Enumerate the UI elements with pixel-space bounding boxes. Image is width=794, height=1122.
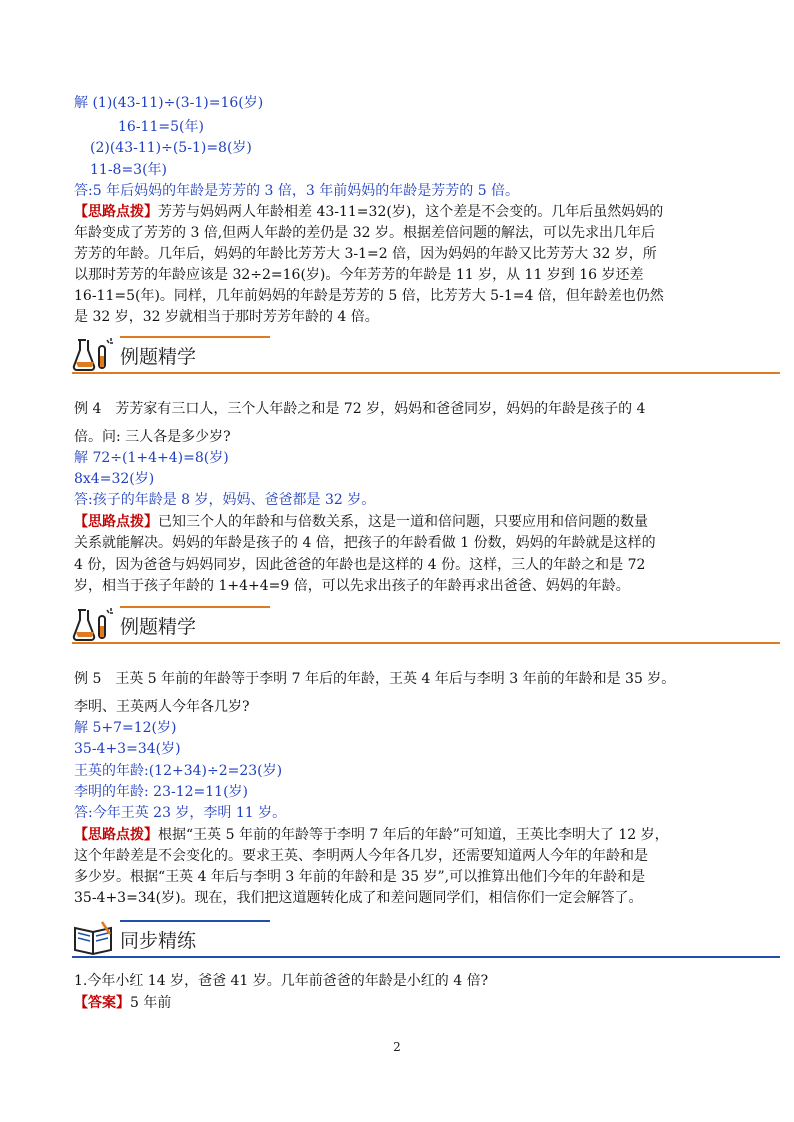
solution-line: 解 (1)(43-11)÷(3-1)=16(岁) xyxy=(74,95,264,111)
hint-paragraph-line: 4 份，因为爸爸与妈妈同岁，因此爸爸的年龄也是这样的 4 份。这样，三人的年龄之和是 72 xyxy=(74,557,646,573)
section-divider xyxy=(72,372,780,374)
hint-paragraph-line: 16-11=5(年)。同样，几年前妈妈的年龄是芳芳的 5 倍，比芳芳大 5-1=4 倍，但年龄差也仍然 xyxy=(74,288,664,304)
hint-tag: 【思路点拨】 xyxy=(74,827,158,843)
hint-paragraph-line: 以那时芳芳的年龄应该是 32÷2=16(岁)。今年芳芳的年龄是 11 岁，从 11 岁到 16 岁还差 xyxy=(74,267,644,283)
lab-flask-icon xyxy=(72,606,116,642)
solution-line: 王英的年龄:(12+34)÷2=23(岁) xyxy=(74,763,283,779)
solution-line: 解 5+7=12(岁) xyxy=(74,720,177,736)
section-title: 同步精练 xyxy=(120,930,197,952)
section-header xyxy=(72,918,780,958)
lab-flask-icon xyxy=(72,336,116,372)
section-divider xyxy=(72,956,780,958)
section-title: 例题精学 xyxy=(120,616,197,638)
section-header xyxy=(72,334,780,374)
answer-tag: 【答案】 xyxy=(74,995,130,1011)
solution-line: 11-8=3(年) xyxy=(90,162,168,178)
hint-paragraph-line: 【思路点拨】芳芳与妈妈两人年龄相差 43-11=32(岁)，这个差是不会变的。几年后虽然妈妈的 xyxy=(74,204,664,220)
solution-line: 35-4+3=34(岁) xyxy=(74,741,181,757)
answer-line: 答:5 年后妈妈的年龄是芳芳的 3 倍，3 年前妈妈的年龄是芳芳的 5 倍。 xyxy=(74,183,520,199)
hint-paragraph-line: 多少岁。根据“王英 4 年后与李明 3 年前的年龄和是 35 岁”,可以推算出他们今年的年龄和是 xyxy=(74,869,646,885)
section-title: 例题精学 xyxy=(120,346,197,368)
section-header xyxy=(72,604,780,644)
solution-line: 解 72÷(1+4+4)=8(岁) xyxy=(74,450,229,466)
hint-paragraph-line: 芳芳的年龄。几年后，妈妈的年龄比芳芳大 3-1=2 倍，因为妈妈的年龄又比芳芳大 32 岁，所 xyxy=(74,246,657,262)
question-line: 倍。问: 三人各是多少岁? xyxy=(74,429,231,445)
question-line: 李明、王英两人今年各几岁? xyxy=(74,699,250,715)
hint-paragraph-line: 是 32 岁，32 岁就相当于那时芳芳年龄的 4 倍。 xyxy=(74,309,379,325)
hint-paragraph-line: 35-4+3=34(岁)。现在，我们把这道题转化成了和差问题同学们，相信你们一定会解答了。 xyxy=(74,890,643,906)
question-line: 例 5 王英 5 年前的年龄等于李明 7 年后的年龄，王英 4 年后与李明 3 年前的年龄和是 35 岁。 xyxy=(74,671,676,687)
solution-line: 李明的年龄: 23-12=11(岁) xyxy=(74,784,248,800)
open-book-icon xyxy=(72,920,116,956)
hint-paragraph-line: 【思路点拨】已知三个人的年龄和与倍数关系，这是一道和倍问题，只要应用和倍问题的数量 xyxy=(74,514,648,530)
hint-paragraph-line: 岁，相当于孩子年龄的 1+4+4=9 倍，可以先求出孩子的年龄再求出爸爸、妈妈的年龄。 xyxy=(74,578,630,594)
hint-tag: 【思路点拨】 xyxy=(74,514,158,530)
answer-line: 答:孩子的年龄是 8 岁，妈妈、爸爸都是 32 岁。 xyxy=(74,492,376,508)
solution-line: (2)(43-11)÷(5-1)=8(岁) xyxy=(90,140,252,156)
section-divider xyxy=(72,642,780,644)
hint-paragraph-line: 关系就能解决。妈妈的年龄是孩子的 4 倍，把孩子的年龄看做 1 份数，妈妈的年龄就是这样的 xyxy=(74,535,656,551)
solution-line: 8x4=32(岁) xyxy=(74,471,155,487)
question-line: 例 4 芳芳家有三口人，三个人年龄之和是 72 岁，妈妈和爸爸同岁，妈妈的年龄是孩子的 4 xyxy=(74,401,646,417)
hint-tag: 【思路点拨】 xyxy=(74,204,158,220)
hint-paragraph-line: 这个年龄差是不会变化的。要求王英、李明两人今年各几岁，还需要知道两人今年的年龄和是 xyxy=(74,848,648,864)
hint-paragraph-line: 年龄变成了芳芳的 3 倍,但两人年龄的差仍是 32 岁。根据差倍问题的解法，可以先求出几年后 xyxy=(74,225,655,241)
hint-paragraph-line: 【思路点拨】根据“王英 5 年前的年龄等于李明 7 年后的年龄”可知道，王英比李明大了 12 岁， xyxy=(74,827,669,843)
page-number: 2 xyxy=(393,1040,401,1054)
answer-line: 答:今年王英 23 岁，李明 11 岁。 xyxy=(74,805,287,821)
practice-question: 1.今年小红 14 岁，爸爸 41 岁。几年前爸爸的年龄是小红的 4 倍? xyxy=(74,973,489,989)
practice-answer: 【答案】5 年前 xyxy=(74,995,172,1011)
solution-line: 16-11=5(年) xyxy=(118,119,204,135)
